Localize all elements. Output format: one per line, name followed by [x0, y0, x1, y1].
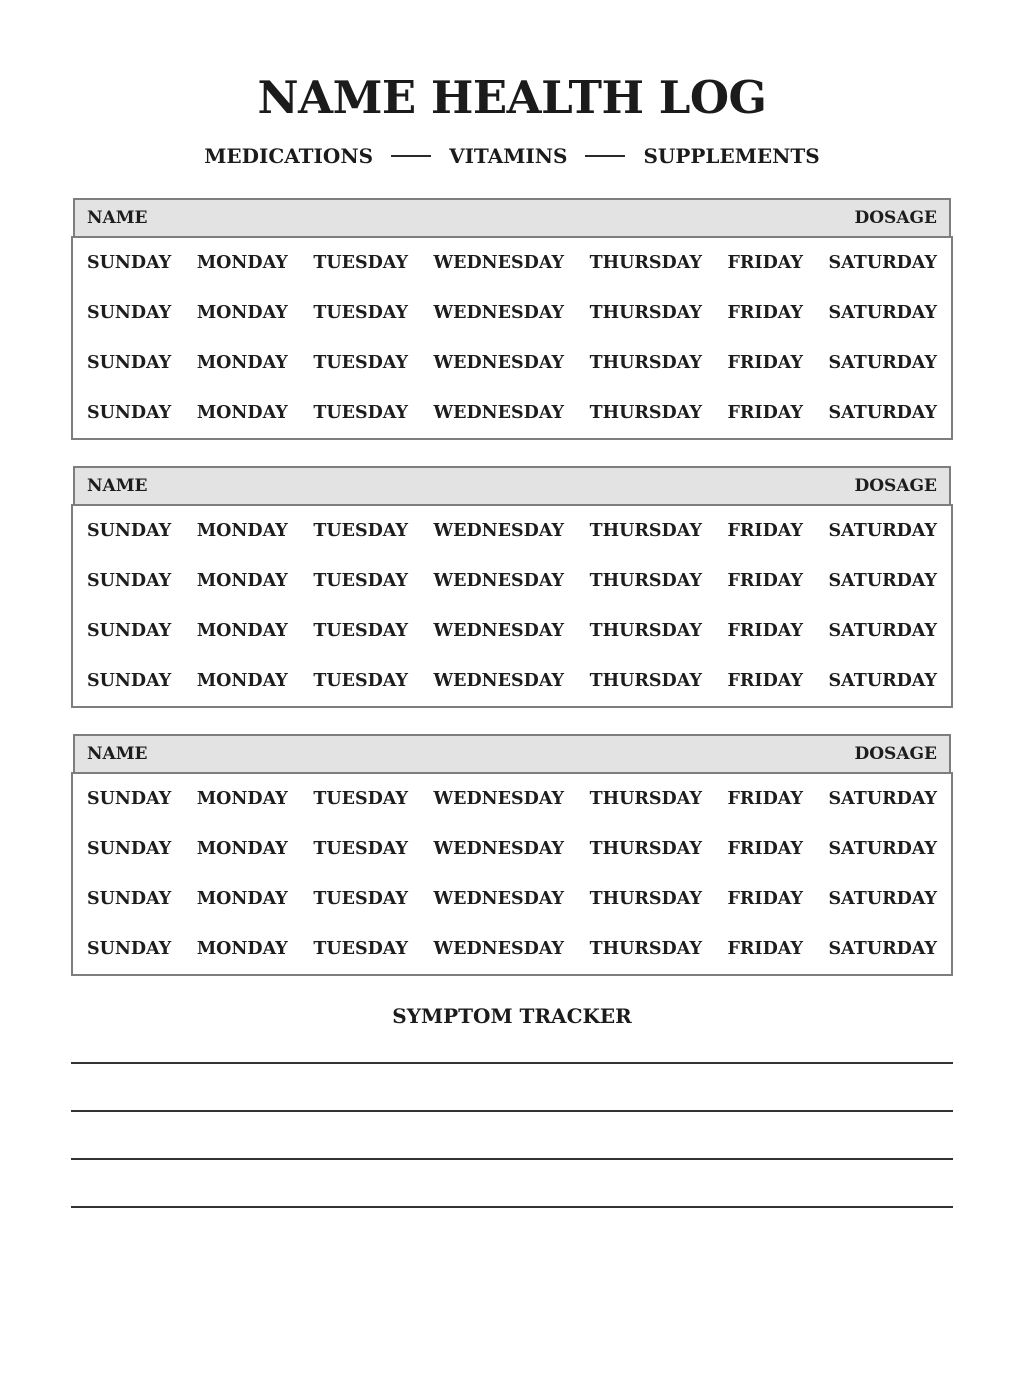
health-log-page	[71, 72, 953, 1208]
symptom-lines	[71, 1062, 953, 1208]
table-header	[73, 466, 951, 506]
day-label: SUNDAY	[87, 352, 172, 373]
writing-line	[71, 1110, 953, 1112]
day-label: TUESDAY	[313, 838, 408, 859]
day-label: THURSDAY	[589, 838, 702, 859]
day-label: SATURDAY	[828, 838, 937, 859]
day-label: SATURDAY	[828, 252, 937, 273]
writing-line	[71, 1062, 953, 1064]
subtitle-item-supplements: SUPPLEMENTS	[643, 143, 820, 168]
day-label: SATURDAY	[828, 570, 937, 591]
subtitle-item-medications: MEDICATIONS	[204, 143, 374, 168]
day-label: WEDNESDAY	[433, 938, 565, 959]
day-label: THURSDAY	[589, 670, 702, 691]
week-row	[73, 774, 951, 824]
day-label: FRIDAY	[727, 670, 803, 691]
name-column-header: NAME	[87, 207, 148, 228]
day-label: THURSDAY	[589, 520, 702, 541]
day-label: SATURDAY	[828, 302, 937, 323]
day-label: WEDNESDAY	[433, 570, 565, 591]
day-label: MONDAY	[196, 938, 288, 959]
page-title: NAME HEALTH LOG	[257, 71, 767, 124]
day-label: THURSDAY	[589, 352, 702, 373]
table-header	[73, 734, 951, 774]
day-label: THURSDAY	[589, 402, 702, 423]
week-row	[73, 388, 951, 438]
day-label: TUESDAY	[313, 302, 408, 323]
day-label: FRIDAY	[727, 402, 803, 423]
day-label: TUESDAY	[313, 620, 408, 641]
day-label: TUESDAY	[313, 888, 408, 909]
day-label: FRIDAY	[727, 838, 803, 859]
table-header	[73, 198, 951, 238]
day-label: SATURDAY	[828, 788, 937, 809]
day-label: SATURDAY	[828, 402, 937, 423]
table-body	[71, 504, 953, 708]
week-row	[73, 338, 951, 388]
day-label: WEDNESDAY	[433, 352, 565, 373]
day-label: MONDAY	[196, 570, 288, 591]
day-label: TUESDAY	[313, 402, 408, 423]
day-label: SUNDAY	[87, 938, 172, 959]
day-label: MONDAY	[196, 252, 288, 273]
day-label: MONDAY	[196, 670, 288, 691]
dosage-column-header: DOSAGE	[854, 207, 937, 228]
day-label: MONDAY	[196, 520, 288, 541]
name-column-header: NAME	[87, 743, 148, 764]
day-label: SATURDAY	[828, 670, 937, 691]
day-label: TUESDAY	[313, 570, 408, 591]
day-label: SATURDAY	[828, 620, 937, 641]
subtitle-divider-line	[391, 155, 431, 157]
day-label: MONDAY	[196, 888, 288, 909]
day-label: THURSDAY	[589, 888, 702, 909]
day-label: WEDNESDAY	[433, 252, 565, 273]
week-row	[73, 924, 951, 974]
writing-line	[71, 1206, 953, 1208]
day-label: MONDAY	[196, 838, 288, 859]
day-label: SUNDAY	[87, 302, 172, 323]
day-label: TUESDAY	[313, 252, 408, 273]
day-label: WEDNESDAY	[433, 838, 565, 859]
day-label: FRIDAY	[727, 620, 803, 641]
day-label: SUNDAY	[87, 788, 172, 809]
day-label: FRIDAY	[727, 520, 803, 541]
dosage-column-header: DOSAGE	[854, 743, 937, 764]
day-label: TUESDAY	[313, 352, 408, 373]
week-row	[73, 656, 951, 706]
day-label: WEDNESDAY	[433, 520, 565, 541]
day-label: FRIDAY	[727, 570, 803, 591]
day-label: SATURDAY	[828, 888, 937, 909]
day-label: FRIDAY	[727, 938, 803, 959]
day-label: SUNDAY	[87, 402, 172, 423]
day-label: THURSDAY	[589, 788, 702, 809]
day-label: MONDAY	[196, 402, 288, 423]
day-label: SUNDAY	[87, 838, 172, 859]
day-label: FRIDAY	[727, 352, 803, 373]
day-label: WEDNESDAY	[433, 670, 565, 691]
table-body	[71, 236, 953, 440]
writing-line	[71, 1158, 953, 1160]
day-label: THURSDAY	[589, 570, 702, 591]
day-label: SATURDAY	[828, 938, 937, 959]
week-row	[73, 824, 951, 874]
day-label: THURSDAY	[589, 252, 702, 273]
day-label: WEDNESDAY	[433, 788, 565, 809]
day-label: MONDAY	[196, 788, 288, 809]
name-column-header: NAME	[87, 475, 148, 496]
log-table-3	[71, 734, 953, 976]
day-label: TUESDAY	[313, 670, 408, 691]
day-label: SUNDAY	[87, 888, 172, 909]
symptom-tracker-title: SYMPTOM TRACKER	[392, 1003, 632, 1028]
day-label: FRIDAY	[727, 302, 803, 323]
day-label: MONDAY	[196, 352, 288, 373]
week-row	[73, 288, 951, 338]
week-row	[73, 606, 951, 656]
day-label: MONDAY	[196, 302, 288, 323]
day-label: SUNDAY	[87, 252, 172, 273]
week-row	[73, 506, 951, 556]
day-label: WEDNESDAY	[433, 302, 565, 323]
week-row	[73, 238, 951, 288]
subtitle-item-vitamins: VITAMINS	[449, 143, 568, 168]
day-label: SATURDAY	[828, 520, 937, 541]
day-label: TUESDAY	[313, 520, 408, 541]
day-label: WEDNESDAY	[433, 620, 565, 641]
day-label: SUNDAY	[87, 670, 172, 691]
day-label: FRIDAY	[727, 888, 803, 909]
day-label: WEDNESDAY	[433, 888, 565, 909]
log-table-1	[71, 198, 953, 440]
day-label: THURSDAY	[589, 302, 702, 323]
log-table-2	[71, 466, 953, 708]
day-label: MONDAY	[196, 620, 288, 641]
day-label: SUNDAY	[87, 570, 172, 591]
day-label: THURSDAY	[589, 620, 702, 641]
day-label: SATURDAY	[828, 352, 937, 373]
day-label: SUNDAY	[87, 620, 172, 641]
day-label: WEDNESDAY	[433, 402, 565, 423]
day-label: FRIDAY	[727, 788, 803, 809]
subtitle-divider-line	[585, 155, 625, 157]
table-body	[71, 772, 953, 976]
dosage-column-header: DOSAGE	[854, 475, 937, 496]
week-row	[73, 556, 951, 606]
day-label: SUNDAY	[87, 520, 172, 541]
day-label: TUESDAY	[313, 938, 408, 959]
day-label: TUESDAY	[313, 788, 408, 809]
subtitle	[71, 144, 953, 168]
day-label: THURSDAY	[589, 938, 702, 959]
day-label: FRIDAY	[727, 252, 803, 273]
week-row	[73, 874, 951, 924]
